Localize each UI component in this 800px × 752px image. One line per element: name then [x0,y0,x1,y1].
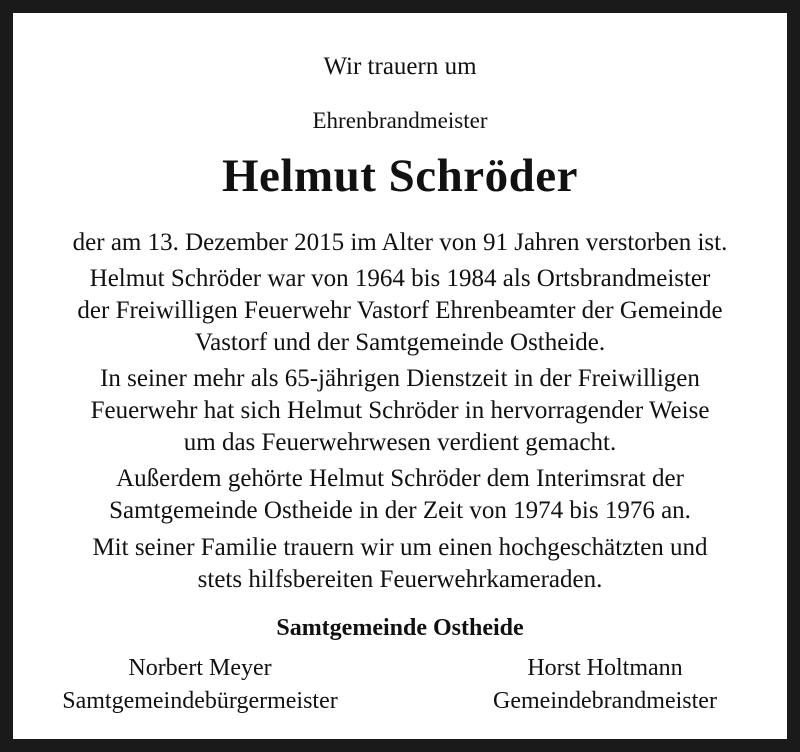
body-line-11: stets hilfsbereiten Feuerwehrkameraden. [197,566,603,593]
body-line-7: um das Feuerwehrwesen verdient gemacht. [183,429,617,456]
intro-text: Wir trauern um [323,53,477,80]
signatory-name-right: Horst Holtmann [527,655,683,681]
body-line-1: der am 13. Dezember 2015 im Alter von 91 Jahren verstorben ist. [72,229,728,256]
body-line-5: In seiner mehr als 65-jährigen Dienstzeit in der Freiwilligen [100,365,700,392]
body-line-2: Helmut Schröder war von 1964 bis 1984 als Ortsbrandmeister [89,265,711,292]
honorary-rank: Ehrenbrandmeister [312,108,488,133]
body-line-6: Feuerwehr hat sich Helmut Schröder in hervorragender Weise [90,397,710,424]
signatory-name-left: Norbert Meyer [128,655,272,681]
body-line-10: Mit seiner Familie trauern wir um einen hochgeschätzten und [92,534,708,561]
body-line-9: Samtgemeinde Ostheide in der Zeit von 1974 bis 1976 an. [109,497,691,524]
signatory-title-right: Gemeindebrandmeister [493,688,717,714]
deceased-name: Helmut Schröder [221,150,579,202]
signatory-title-left: Samtgemeindebürgermeister [62,688,338,714]
organization-name: Samtgemeinde Ostheide [276,615,524,641]
body-line-8: Außerdem gehörte Helmut Schröder dem Interimsrat der [116,465,684,492]
body-line-3: der Freiwilligen Feuerwehr Vastorf Ehrenbeamter der Gemeinde [77,297,723,324]
body-line-4: Vastorf und der Samtgemeinde Ostheide. [194,329,606,356]
obituary-notice [13,13,787,739]
